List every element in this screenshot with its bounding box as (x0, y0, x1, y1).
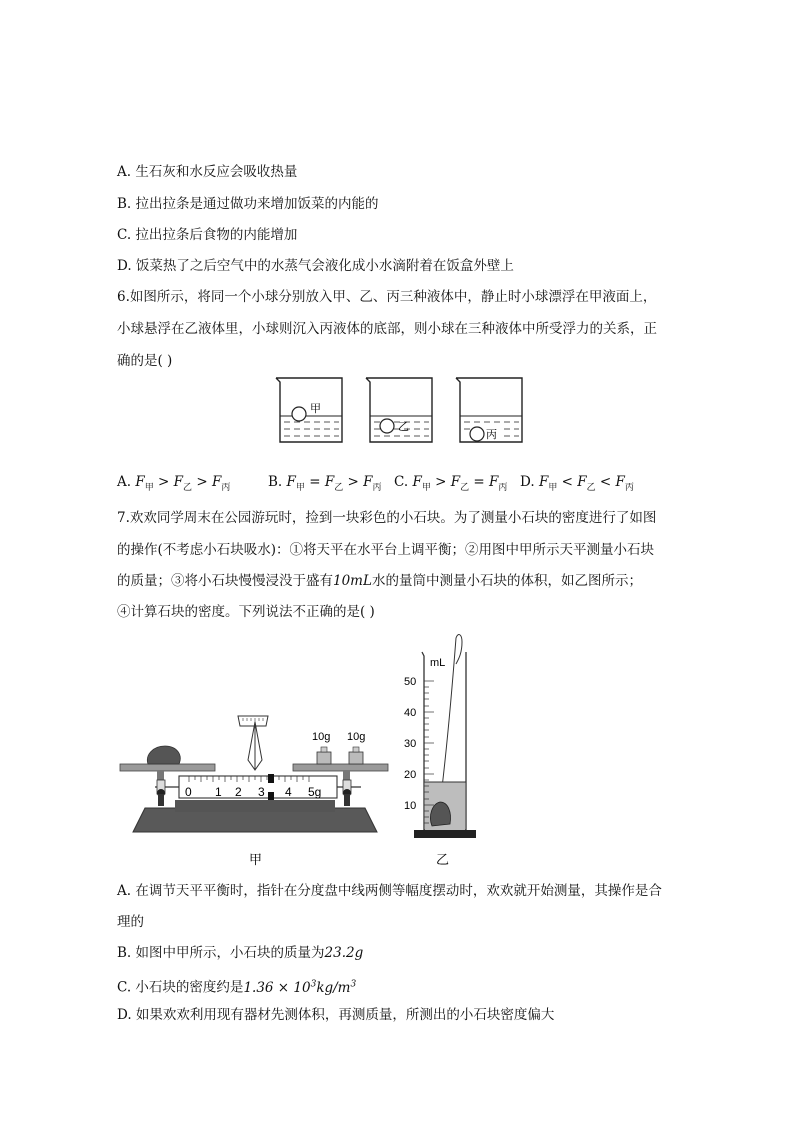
cylinder-tick-10: 10 (404, 800, 417, 812)
q6-option-a: A. $F_甲 > F_乙 > F_丙$ (117, 474, 231, 493)
q7-option-a-line1: A. 在调节天平平衡时，指针在分度盘中线两侧等幅度摆动时，欢欢就开始测量，其操作是合 (117, 883, 662, 899)
cylinder-unit: mL (430, 657, 446, 669)
q6-option-d-letter: D. (520, 474, 535, 490)
scale-label-5: 5g (308, 785, 322, 799)
q6-option-d: D. $F_甲 < F_乙 < F_丙$ (520, 474, 634, 493)
scale-label-2: 2 (235, 785, 242, 799)
q6-beakers-figure (270, 374, 540, 448)
prev-option-d: D. 饭菜热了之后空气中的水蒸气会液化成小水滴附着在饭盒外壁上 (117, 258, 514, 274)
prev-option-b: B. 拉出拉条是通过做功来增加饭菜的内能的 (117, 196, 379, 212)
scale-label-4: 4 (285, 785, 292, 799)
q6-stem-line2: 小球悬浮在乙液体里，小球则沉入丙液体的底部，则小球在三种液体中所受浮力的关系，正 (117, 321, 657, 337)
cylinder-tick-50: 50 (404, 676, 417, 688)
q6-option-a-letter: A. (117, 474, 132, 490)
scale-label-0: 0 (185, 785, 192, 799)
beaker-label-jia: 甲 (310, 403, 321, 415)
beaker-label-yi: 乙 (398, 421, 409, 433)
balance-caption: 甲 (249, 852, 263, 867)
prev-option-a: A. 生石灰和水反应会吸收热量 (117, 164, 298, 180)
q7-option-d: D. 如果欢欢利用现有器材先测体积，再测质量，所测出的小石块密度偏大 (117, 1007, 555, 1023)
beaker-jia (276, 378, 342, 442)
q6-stem-line3: 确的是( ) (117, 353, 173, 369)
cylinder-figure (400, 630, 480, 870)
q6-option-b: B. $F_甲 = F_乙 > F_丙$ (268, 474, 382, 493)
q6-option-c: C. $F_甲 > F_乙 = F_丙$ (394, 474, 508, 493)
beaker-label-bing: 丙 (486, 429, 497, 441)
balance-figure (115, 700, 395, 870)
beaker-yi (366, 378, 432, 442)
cylinder-caption: 乙 (436, 852, 450, 867)
q6-stem-line1: 6.如图所示，将同一个小球分别放入甲、乙、丙三种液体中，静止时小球漂浮在甲液面上， (117, 289, 657, 305)
scale-label-3: 3 (258, 785, 265, 799)
q7-stem-line3: 的质量；③将小石块慢慢浸没于盛有10mL水的量筒中测量小石块的体积，如乙图所示； (117, 573, 642, 589)
right-balance-nut (337, 780, 361, 806)
scale-label-1: 1 (215, 785, 222, 799)
q7-stem-line1: 7.欢欢同学周末在公园游玩时，捡到一块彩色的小石块。为了测量小石块的密度进行了如图 (117, 510, 657, 526)
q6-option-c-letter: C. (394, 474, 409, 490)
q6-option-b-letter: B. (268, 474, 283, 490)
weight-label-2: 10g (347, 731, 366, 743)
q7-option-b: B. 如图中甲所示，小石块的质量为23.2g (117, 945, 364, 961)
q7-option-a-line2: 理的 (117, 914, 144, 930)
q7-stem-line4: ④计算石块的密度。下列说法不正确的是( ) (117, 604, 375, 620)
weight-label-1: 10g (312, 731, 331, 743)
prev-option-c: C. 拉出拉条后食物的内能增加 (117, 227, 298, 243)
stone (147, 746, 180, 764)
weight-10g-1 (312, 731, 331, 764)
weight-10g-2 (347, 731, 365, 764)
cylinder-tick-40: 40 (404, 707, 417, 719)
q7-stem-line2: 的操作(不考虑小石块吸水)：①将天平在水平台上调平衡；②用图中甲所示天平测量小石块 (117, 542, 655, 558)
q7-option-c: C. 小石块的密度约是$1.36 \times 10^3kg/m^3$ (117, 979, 357, 996)
cylinder-tick-20: 20 (404, 769, 417, 781)
beaker-bing (456, 378, 522, 442)
cylinder-tick-30: 30 (404, 738, 417, 750)
